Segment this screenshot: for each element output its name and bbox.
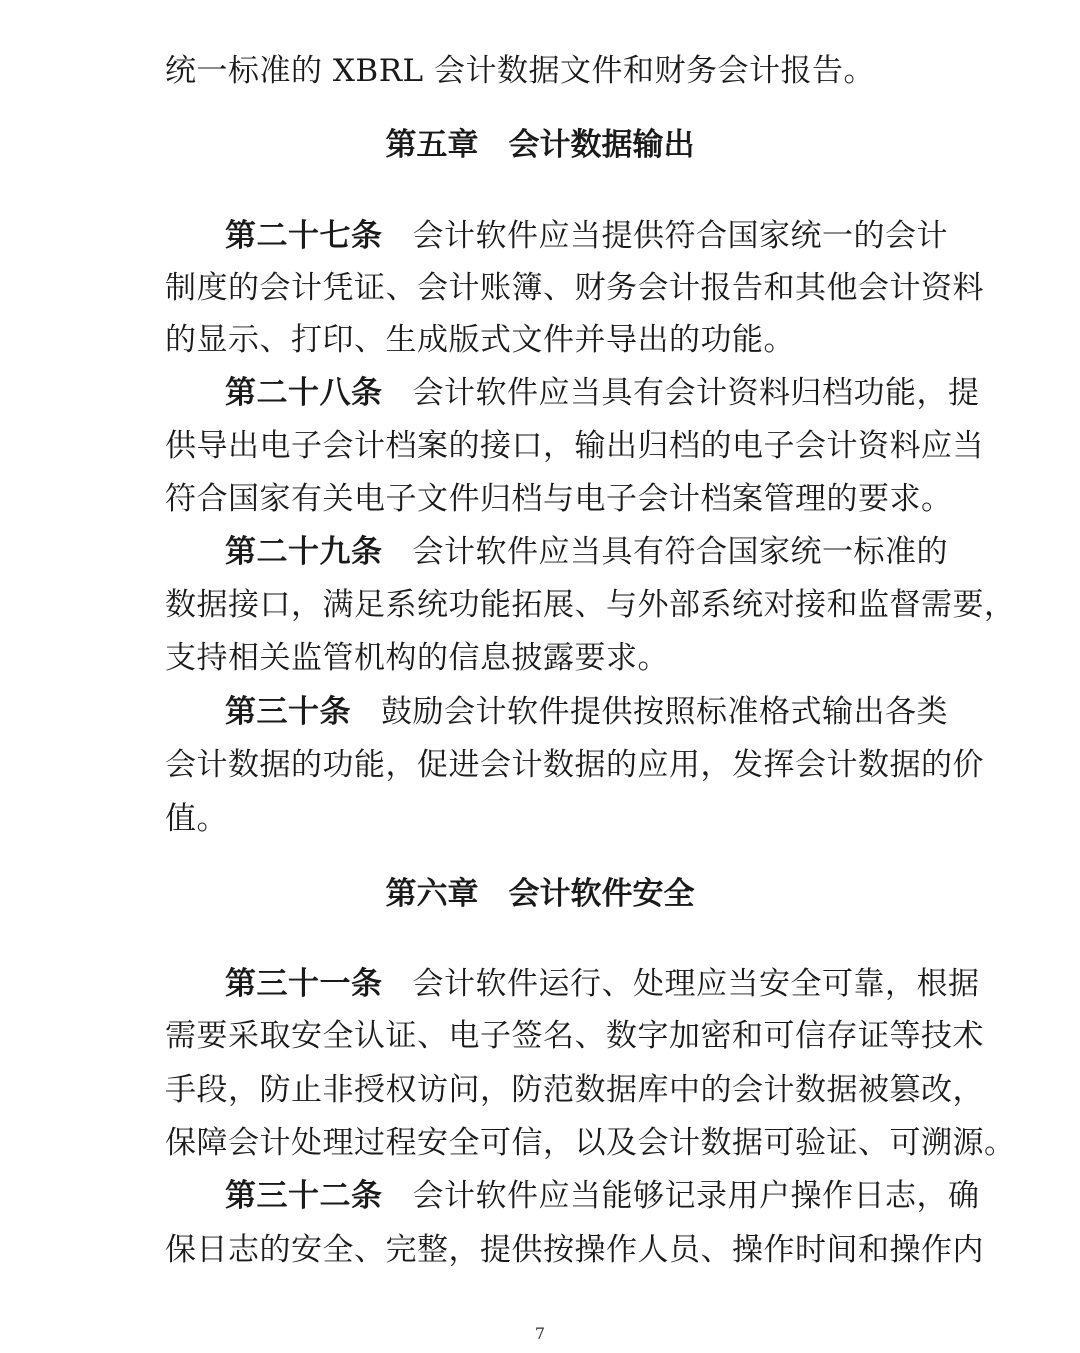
article-first-line bbox=[225, 692, 948, 732]
article-number: 第三十一条 bbox=[225, 966, 383, 1002]
article-number: 第二十八条 bbox=[225, 375, 383, 411]
paragraph-line: 手段，防止非授权访问，防范数据库中的会计数据被篡改， bbox=[165, 1072, 984, 1108]
paragraph-line: 统一标准的 XBRL 会计数据文件和财务会计报告。 bbox=[165, 53, 875, 89]
article-text: 会计软件应当具有符合国家统一标准的 bbox=[412, 534, 948, 570]
article-number: 第三十条 bbox=[225, 694, 351, 730]
article-first-line bbox=[225, 1176, 980, 1216]
chapter-heading bbox=[0, 874, 1080, 914]
paragraph-line: 保日志的安全、完整，提供按操作人员、操作时间和操作内 bbox=[165, 1232, 984, 1268]
paragraph-line: 需要采取安全认证、电子签名、数字加密和可信存证等技术 bbox=[165, 1018, 984, 1054]
chapter-title: 会计软件安全 bbox=[508, 876, 695, 912]
article-first-line bbox=[225, 373, 980, 413]
paragraph-line: 供导出电子会计档案的接口，输出归档的电子会计资料应当 bbox=[165, 428, 984, 464]
article-number: 第三十二条 bbox=[225, 1178, 383, 1214]
article-number: 第二十九条 bbox=[225, 534, 383, 570]
paragraph-line: 制度的会计凭证、会计账簿、财务会计报告和其他会计资料 bbox=[165, 270, 984, 306]
paragraph-line: 支持相关监管机构的信息披露要求。 bbox=[165, 640, 669, 676]
chapter-heading bbox=[0, 125, 1080, 165]
article-text: 会计软件运行、处理应当安全可靠，根据 bbox=[412, 966, 980, 1002]
chapter-title: 会计数据输出 bbox=[508, 127, 695, 163]
paragraph-line: 数据接口，满足系统功能拓展、与外部系统对接和监督需要， bbox=[165, 587, 1016, 623]
article-text: 会计软件应当能够记录用户操作日志，确 bbox=[412, 1178, 980, 1214]
chapter-number: 第六章 bbox=[385, 876, 479, 912]
paragraph-line: 保障会计处理过程安全可信，以及会计数据可验证、可溯源。 bbox=[165, 1125, 1016, 1161]
paragraph-line: 会计数据的功能，促进会计数据的应用，发挥会计数据的价 bbox=[165, 747, 984, 783]
article-text: 会计软件应当具有会计资料归档功能，提 bbox=[412, 375, 980, 411]
article-first-line bbox=[225, 532, 948, 572]
paragraph-line: 的显示、打印、生成版式文件并导出的功能。 bbox=[165, 322, 795, 358]
article-text: 鼓励会计软件提供按照标准格式输出各类 bbox=[381, 694, 948, 730]
chapter-number: 第五章 bbox=[385, 127, 479, 163]
paragraph-line: 符合国家有关电子文件归档与电子会计档案管理的要求。 bbox=[165, 481, 953, 517]
article-number: 第二十七条 bbox=[225, 218, 383, 254]
article-text: 会计软件应当提供符合国家统一的会计 bbox=[412, 218, 948, 254]
article-first-line bbox=[225, 216, 948, 256]
paragraph-line: 值。 bbox=[165, 801, 228, 837]
page-number: 7 bbox=[534, 1324, 546, 1343]
article-first-line bbox=[225, 964, 980, 1004]
